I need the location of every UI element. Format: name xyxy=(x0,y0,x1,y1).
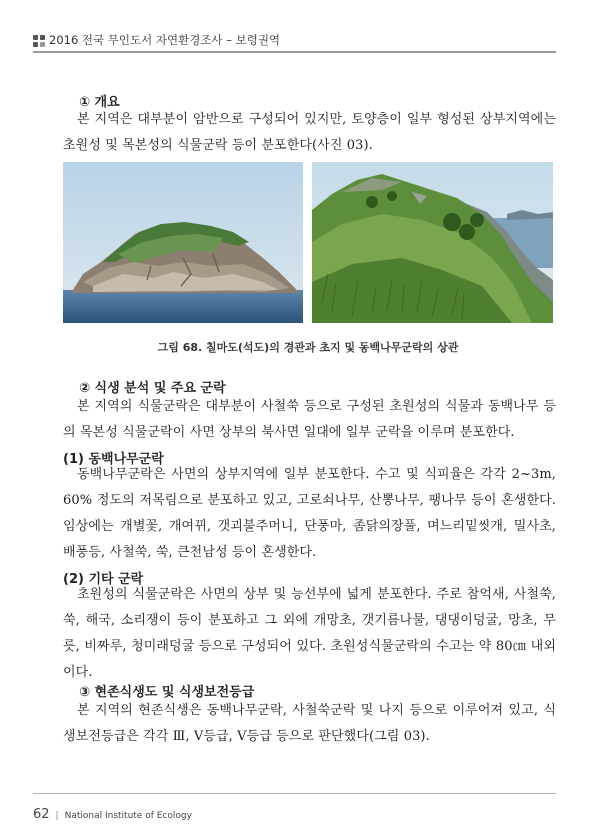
subsection-camellia-heading: (1) 동백나무군락 xyxy=(63,452,164,467)
section-overview-text: 본 지역은 대부분이 암반으로 구성되어 있지만, 토양층이 일부 형성된 상부지역에는 초원성 및 목본성의 식물군락 등이 분포한다(사진 03). xyxy=(63,112,556,153)
section-overview-heading: ① 개요 xyxy=(79,95,120,110)
figure-caption: 그림 68. 칠마도(석도)의 경관과 초지 및 동백나무군락의 상관 xyxy=(157,341,459,354)
footer-organization: National Institute of Ecology xyxy=(64,811,192,821)
page-number: 62 xyxy=(33,807,50,822)
header-dots-icon xyxy=(33,35,45,47)
section-vegetation-text: 본 지역의 식물군락은 대부분이 사철쑥 등으로 구성된 초원성의 식물과 동백나무 등의 목본성 식물군락이 사면 상부의 북사면 일대에 일부 군락을 이루며 분포한다. xyxy=(63,399,556,440)
photo-island-landscape xyxy=(63,162,303,323)
subsection-camellia-text: 동백나무군락은 사면의 상부지역에 일부 분포한다. 수고 및 식피율은 각각 2~3m, 60% 정도의 저목림으로 분포하고 있고, 고로쇠나무, 산뽕나무, 팽나무 등이 혼생한다. 임상에는 개별꽃, 개여뀌, 갯괴불주머니, 단풍마, 좀닭의장풀, 며느리밑씻개, 밀사초, 배풍등, 사철쑥, 쑥, 큰천남성 등이 혼생한다. xyxy=(63,467,556,560)
section-status-text: 본 지역의 현존식생은 동백나무군락, 사철쑥군락 및 나지 등으로 이루어져 있고, 식생보전등급은 각각 Ⅲ, Ⅴ등급, Ⅴ등급 등으로 판단했다(그림 03). xyxy=(63,703,556,744)
header-rule xyxy=(33,51,556,53)
header-title: 2016 전국 무인도서 자연환경조사 – 보령권역 xyxy=(49,33,281,47)
subsection-other-heading: (2) 기타 군락 xyxy=(63,572,144,587)
footer-separator: | xyxy=(55,811,59,821)
section-status-heading: ③ 현존식생도 및 식생보전등급 xyxy=(79,685,255,700)
footer-rule xyxy=(33,793,556,794)
page-footer xyxy=(33,803,192,822)
photo-grassland-camellia xyxy=(312,162,553,323)
subsection-other-text: 초원성의 식물군락은 사면의 상부 및 능선부에 넓게 분포한다. 주로 참억새, 사철쑥, 쑥, 해국, 소리쟁이 등이 분포하고 그 외에 개망초, 갯기름나물, 댕댕이덩굴, 망초, 무릇, 비짜루, 청미래덩굴 등으로 구성되어 있다. 초원성식물군락의 수고는 약 80㎝ 내외이다. xyxy=(63,587,556,680)
section-vegetation-heading: ② 식생 분석 및 주요 군락 xyxy=(79,381,226,396)
page-header xyxy=(33,30,556,52)
